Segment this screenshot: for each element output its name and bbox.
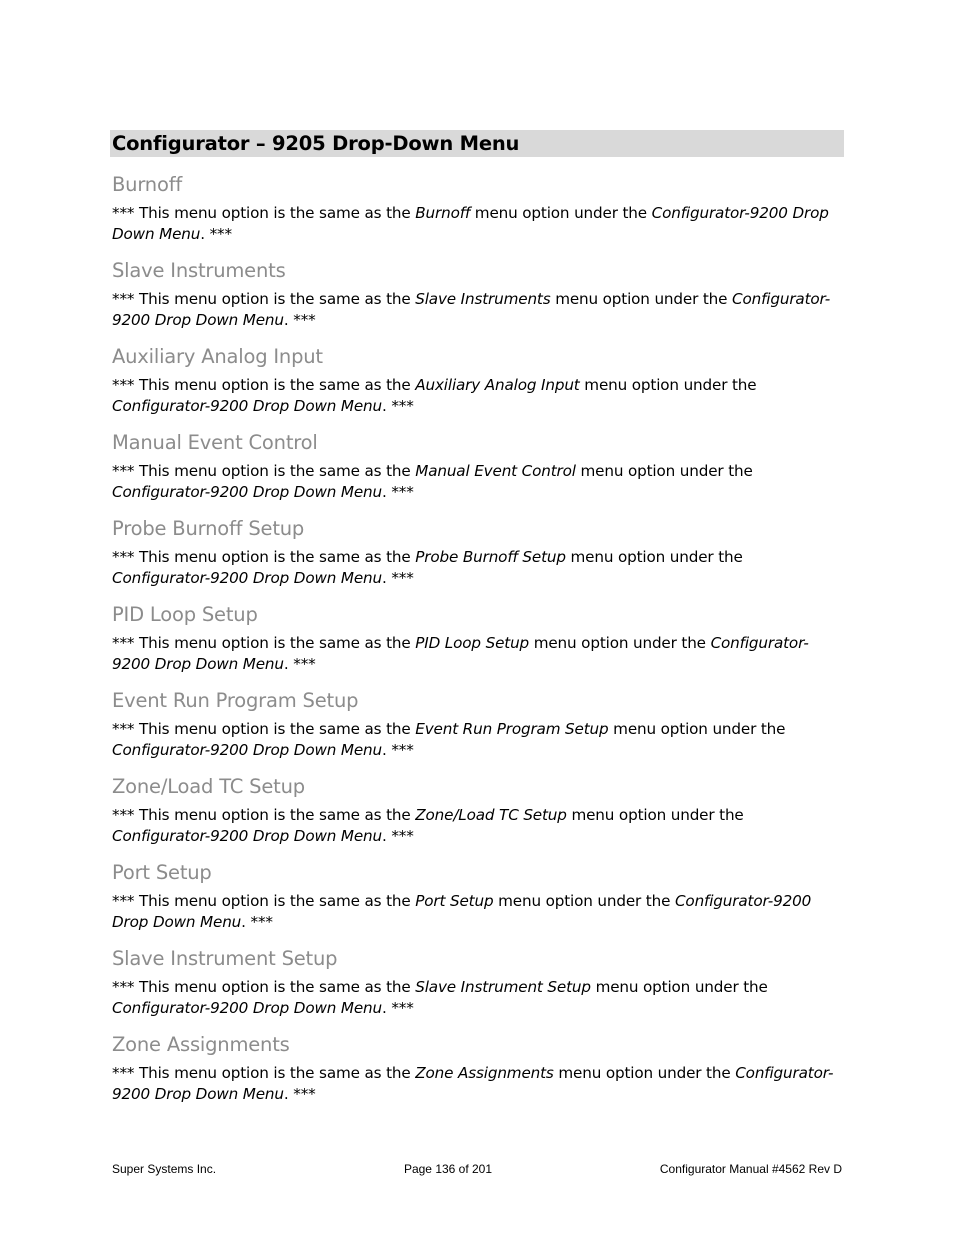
section-body <box>110 203 837 244</box>
menu-reference: Configurator-9200 Drop Down Menu <box>112 998 382 1017</box>
body-mid: menu option under the <box>474 204 647 222</box>
body-mid: menu option under the <box>570 548 743 566</box>
body-end: . *** <box>381 396 414 415</box>
menu-option-name: Probe Burnoff Setup <box>415 548 566 566</box>
menu-option-name: Auxiliary Analog Input <box>415 376 580 394</box>
section-body <box>110 891 837 932</box>
body-mid: menu option under the <box>595 978 768 996</box>
body-prefix: *** This menu option is the same as the <box>112 892 411 910</box>
body-end: . *** <box>381 740 414 759</box>
section-body <box>110 719 837 760</box>
body-mid: menu option under the <box>558 1064 731 1082</box>
body-mid: menu option under the <box>555 290 728 308</box>
section-heading: Port Setup <box>112 861 212 884</box>
body-mid: menu option under the <box>498 892 671 910</box>
menu-reference: Configurator-9200 Drop Down Menu <box>112 290 831 329</box>
footer-manual-id: Configurator Manual #4562 Rev D <box>659 1162 842 1176</box>
section-item <box>110 859 844 932</box>
section-heading: Zone/Load TC Setup <box>112 775 305 798</box>
menu-option-name: Slave Instrument Setup <box>415 978 591 996</box>
menu-option-name: Zone Assignments <box>415 1064 554 1082</box>
menu-reference: Configurator-9200 Drop Down Menu <box>112 740 382 759</box>
section-heading: Event Run Program Setup <box>112 689 359 712</box>
body-end: . *** <box>283 310 316 329</box>
menu-option-name: Burnoff <box>415 204 471 222</box>
section-item <box>110 687 844 760</box>
body-prefix: *** This menu option is the same as the <box>112 634 411 652</box>
document-page <box>110 130 844 1104</box>
body-prefix: *** This menu option is the same as the <box>112 376 411 394</box>
body-mid: menu option under the <box>533 634 706 652</box>
menu-reference: Configurator-9200 Drop Down Menu <box>112 1064 834 1103</box>
body-mid: menu option under the <box>613 720 786 738</box>
body-prefix: *** This menu option is the same as the <box>112 204 411 222</box>
body-end: . *** <box>283 654 316 673</box>
section-heading: Slave Instrument Setup <box>112 947 338 970</box>
section-item <box>110 257 844 330</box>
section-heading: Slave Instruments <box>112 259 286 282</box>
body-prefix: *** This menu option is the same as the <box>112 548 411 566</box>
section-item <box>110 601 844 674</box>
body-mid: menu option under the <box>580 462 753 480</box>
section-heading: Zone Assignments <box>112 1033 290 1056</box>
section-item <box>110 343 844 416</box>
menu-option-name: Slave Instruments <box>415 290 551 308</box>
menu-option-name: Manual Event Control <box>415 462 576 480</box>
section-body <box>110 1063 837 1104</box>
section-item <box>110 773 844 846</box>
section-body <box>110 289 837 330</box>
section-item <box>110 515 844 588</box>
section-heading: Auxiliary Analog Input <box>112 345 323 368</box>
section-heading: PID Loop Setup <box>112 603 258 626</box>
section-item <box>110 945 844 1018</box>
section-body <box>110 977 837 1018</box>
menu-option-name: Zone/Load TC Setup <box>415 806 567 824</box>
footer-company: Super Systems Inc. <box>112 1162 217 1176</box>
section-body <box>110 461 837 502</box>
menu-option-name: PID Loop Setup <box>415 634 530 652</box>
section-heading: Burnoff <box>112 173 183 196</box>
body-prefix: *** This menu option is the same as the <box>112 978 411 996</box>
body-end: . *** <box>381 826 414 845</box>
section-body <box>110 805 837 846</box>
menu-reference: Configurator-9200 Drop Down Menu <box>112 892 812 931</box>
section-body <box>110 547 837 588</box>
menu-reference: Configurator-9200 Drop Down Menu <box>112 396 382 415</box>
page-title: Configurator – 9205 Drop-Down Menu <box>110 130 844 157</box>
body-end: . *** <box>381 568 414 587</box>
body-mid: menu option under the <box>584 376 757 394</box>
body-prefix: *** This menu option is the same as the <box>112 290 411 308</box>
section-body <box>110 633 837 674</box>
body-prefix: *** This menu option is the same as the <box>112 806 411 824</box>
menu-option-name: Event Run Program Setup <box>415 720 609 738</box>
menu-reference: Configurator-9200 Drop Down Menu <box>112 568 382 587</box>
menu-reference: Configurator-9200 Drop Down Menu <box>112 204 829 243</box>
body-mid: menu option under the <box>571 806 744 824</box>
menu-reference: Configurator-9200 Drop Down Menu <box>112 826 382 845</box>
body-end: . *** <box>241 912 273 931</box>
body-prefix: *** This menu option is the same as the <box>112 720 411 738</box>
body-end: . *** <box>381 482 414 501</box>
footer-page-number: Page 136 of 201 <box>403 1162 493 1176</box>
menu-reference: Configurator-9200 Drop Down Menu <box>112 634 809 673</box>
body-end: . *** <box>283 1084 316 1103</box>
body-end: . *** <box>200 224 232 243</box>
section-item <box>110 429 844 502</box>
menu-option-name: Port Setup <box>415 892 494 910</box>
section-heading: Manual Event Control <box>112 431 318 454</box>
section-heading: Probe Burnoff Setup <box>112 517 305 540</box>
section-body <box>110 375 837 416</box>
body-end: . *** <box>381 998 414 1017</box>
menu-reference: Configurator-9200 Drop Down Menu <box>112 482 382 501</box>
body-prefix: *** This menu option is the same as the <box>112 462 411 480</box>
sections-list <box>110 171 844 1104</box>
section-item <box>110 171 844 244</box>
section-item <box>110 1031 844 1104</box>
body-prefix: *** This menu option is the same as the <box>112 1064 411 1082</box>
